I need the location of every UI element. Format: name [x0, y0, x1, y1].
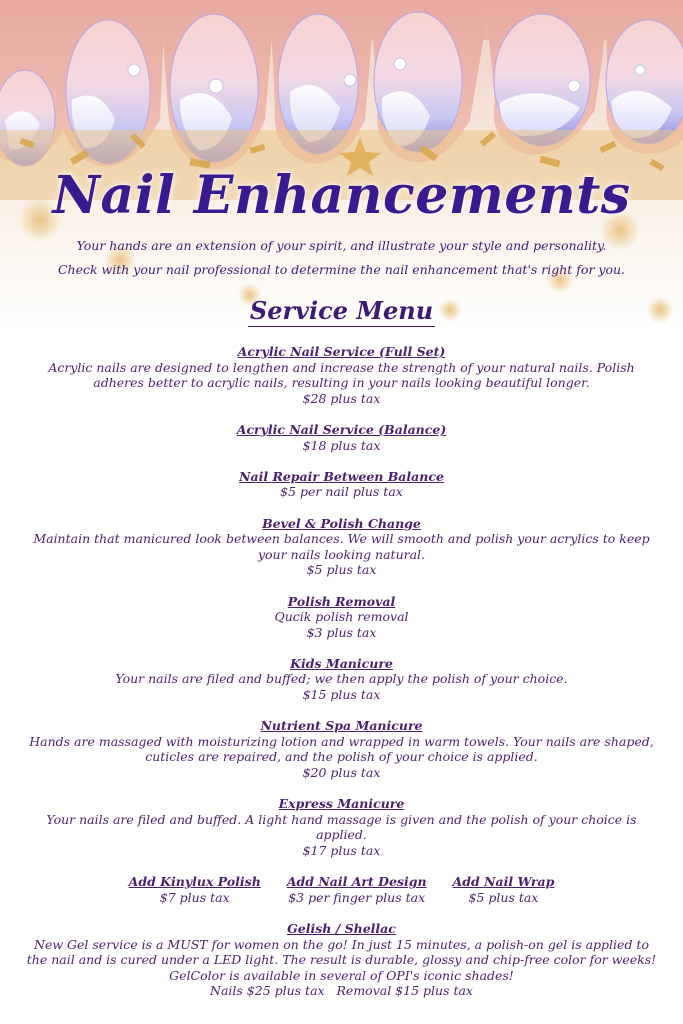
addon-price: $3 per finger plus tax: [288, 889, 426, 905]
service-menu-title: Service Menu: [249, 296, 434, 325]
service-menu: [24, 344, 659, 1015]
addon-item: [287, 874, 427, 905]
service-name: Acrylic Nail Service (Full Set): [237, 344, 446, 359]
service-description: Acrylic nails are designed to lengthen and increase the strength of your natural nails. Polish adheres better to acrylic nails, resulting in your nails looking beautiful longer.: [48, 359, 635, 391]
addon-name: Add Nail Art Design: [286, 874, 427, 890]
service-description: Maintain that manicured look between balances. We will smooth and polish your acrylics to keep your nails looking natural.: [33, 531, 650, 562]
service-price: $3 plus tax: [306, 624, 377, 640]
service-name: Kids Manicure: [290, 655, 393, 671]
service-item: [24, 656, 659, 703]
service-item: [24, 344, 659, 406]
addon-price: $7 plus tax: [159, 889, 230, 905]
service-item: [24, 469, 659, 500]
service-name: Nutrient Spa Manicure: [260, 718, 423, 734]
service-item-gelish: [24, 921, 659, 999]
addon-item: [453, 874, 555, 905]
service-description: Qucik polish removal: [274, 609, 409, 625]
addon-row: [24, 874, 659, 905]
page-title: Nail Enhancements: [52, 165, 631, 226]
service-description: Hands are massaged with moisturizing lotion and wrapped in warm towels. Your nails are shaped, cuticles are repaired, and the polish of your choice is applied.: [29, 733, 654, 765]
service-description: New Gel service is a MUST for women on the go! In just 15 minutes, a polish-on gel is applied to the nail and is cured under a LED light. The result is durable, glossy and chip-free color for weeks! GelColor is available in several of OPI's iconic shades!: [26, 936, 657, 983]
hero-image: [0, 0, 683, 330]
service-name: Nail Repair Between Balance: [239, 468, 444, 484]
service-name: Polish Removal: [287, 593, 396, 609]
service-description: Your nails are filed and buffed. A light hand massage is given and the polish of your choice is applied.: [46, 811, 637, 843]
service-price: $5 per nail plus tax: [280, 484, 403, 500]
intro-line-2: Check with your nail professional to determine the nail enhancement that's right for you.: [57, 262, 626, 277]
service-price: $5 plus tax: [306, 562, 377, 578]
service-price: $28 plus tax: [302, 390, 381, 406]
service-price: $18 plus tax: [302, 437, 381, 453]
service-item: [24, 796, 659, 858]
service-price: $15 plus tax: [302, 687, 381, 703]
service-item: [24, 422, 659, 453]
service-name: Gelish / Shellac: [287, 920, 396, 936]
addon-item: [129, 874, 261, 905]
service-price: $20 plus tax: [302, 765, 381, 781]
addon-price: $5 plus tax: [468, 889, 539, 905]
service-item: [24, 718, 659, 780]
service-name: Express Manicure: [278, 796, 405, 812]
service-description: Your nails are filed and buffed; we then apply the polish of your choice.: [115, 671, 568, 687]
service-item: [24, 516, 659, 578]
addon-name: Add Kinylux Polish: [128, 874, 261, 890]
intro-line-1: Your hands are an extension of your spirit, and illustrate your style and personality.: [76, 238, 607, 253]
service-price: Nails $25 plus tax Removal $15 plus tax: [210, 983, 473, 999]
service-item: [24, 594, 659, 641]
service-name: Bevel & Polish Change: [262, 515, 421, 531]
service-price: $17 plus tax: [302, 843, 381, 858]
service-name: Acrylic Nail Service (Balance): [236, 421, 447, 437]
addon-name: Add Nail Wrap: [452, 874, 555, 890]
